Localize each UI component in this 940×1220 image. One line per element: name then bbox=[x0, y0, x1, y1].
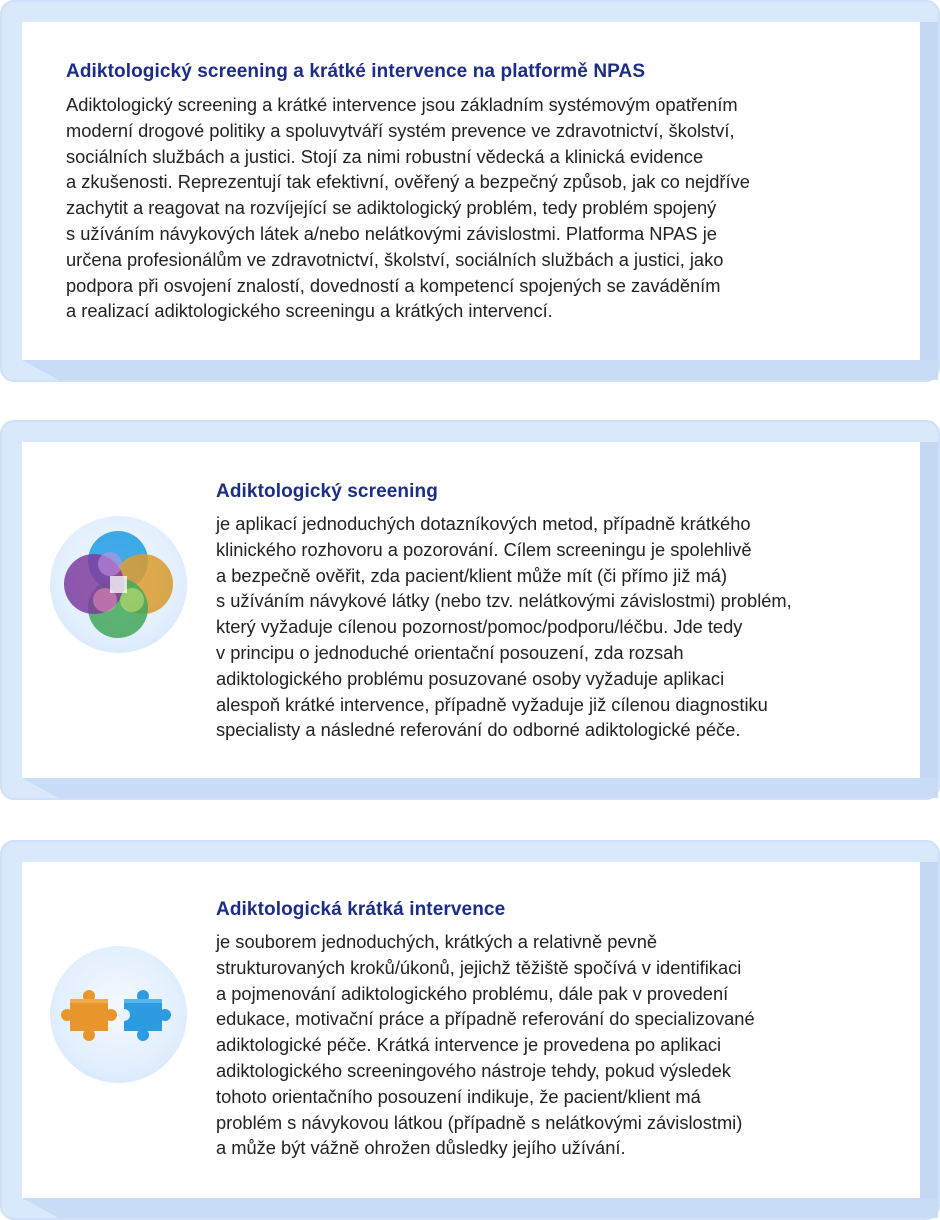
text-line: specialisty a následné referování do odborné adiktologické péče. bbox=[216, 719, 741, 741]
card-frame-shadow bbox=[22, 360, 938, 380]
text-line: problém s návykovou látkou (případně s nelátkovými závislostmi) bbox=[216, 1111, 743, 1133]
intervention-text bbox=[216, 929, 906, 1161]
text-line: je aplikací jednoduchých dotazníkových metod, případně krátkého bbox=[216, 513, 751, 534]
text-line: klinického rozhovoru a pozorování. Cílem screeningu je spolehlivě bbox=[216, 538, 752, 560]
text-line: edukace, motivační práce a případně referování do specializované bbox=[216, 1008, 755, 1030]
text-line: moderní drogové politiky a spoluvytváří systém prevence ve zdravotnictví, školství, bbox=[66, 119, 735, 141]
intervention-title: Adiktologická krátká intervence bbox=[216, 899, 506, 920]
text-line: adiktologické péče. Krátká intervence je provedena po aplikaci bbox=[216, 1034, 722, 1056]
screening-text bbox=[216, 511, 906, 743]
text-line: a zkušenosti. Reprezentují tak efektivní, ověřený a bezpečný způsob, jak co nejdříve bbox=[66, 171, 750, 193]
text-line: a může být vážně ohrožen důsledky jejího užívání. bbox=[216, 1137, 626, 1159]
text-line: v principu o jednoduché orientační posouzení, zda rozsah bbox=[216, 641, 684, 663]
text-line: adiktologického problému posuzované osoby vyžaduje aplikaci bbox=[216, 667, 725, 689]
text-line: adiktologického screeningového nástroje tehdy, pokud výsledek bbox=[216, 1059, 731, 1081]
intro-title: Adiktologický screening a krátké intervence na platformě NPAS bbox=[66, 61, 646, 82]
text-line: s užíváním návykových látek a/nebo nelátkovými závislostmi. Platforma NPAS je bbox=[66, 222, 717, 244]
overlapping-circles-graphic bbox=[50, 516, 187, 653]
card-frame-shadow bbox=[22, 778, 938, 798]
text-line: strukturovaných kroků/úkonů, jejichž těžiště spočívá v identifikaci bbox=[216, 956, 742, 978]
text-line: je souborem jednoduchých, krátkých a relativně pevně bbox=[216, 931, 658, 952]
card-frame-edge bbox=[920, 442, 938, 798]
card-frame-edge bbox=[920, 862, 938, 1218]
card-frame-shadow bbox=[22, 1198, 938, 1218]
text-line: určena profesionálům ve zdravotnictví, školství, sociálních službách a justici, jako bbox=[66, 248, 724, 270]
puzzle-pieces-icon bbox=[50, 946, 187, 1083]
text-line: který vyžaduje cílenou pozornost/pomoc/podporu/léčbu. Jde tedy bbox=[216, 616, 743, 638]
text-line: a realizací adiktologického screeningu a krátkých intervencí. bbox=[66, 300, 553, 322]
text-line: zachytit a reagovat na rozvíjející se adiktologický problém, tedy problém spojený bbox=[66, 197, 717, 219]
screening-title: Adiktologický screening bbox=[216, 481, 438, 502]
text-line: tohoto orientačního posouzení indikuje, že pacient/klient má bbox=[216, 1085, 701, 1107]
text-line: s užíváním návykové látky (nebo tzv. nelátkovými závislostmi) problém, bbox=[216, 590, 792, 612]
text-line: a pojmenování adiktologického problému, dále pak v provedení bbox=[216, 982, 729, 1004]
text-line: podpora při osvojení znalostí, dovedností a kompetencí spojených se zaváděním bbox=[66, 274, 721, 296]
text-line: sociálních službách a justici. Stojí za nimi robustní vědecká a klinická evidence bbox=[66, 145, 704, 167]
text-line: alespoň krátké intervence, případně vyžaduje již cílenou diagnostiku bbox=[216, 693, 768, 715]
intro-text bbox=[66, 92, 866, 324]
card-frame-edge bbox=[920, 22, 938, 380]
text-line: Adiktologický screening a krátké intervence jsou základním systémovým opatřením bbox=[66, 94, 738, 115]
text-line: a bezpečně ověřit, zda pacient/klient může mít (či přímo již má) bbox=[216, 564, 728, 586]
puzzle-pieces-graphic bbox=[50, 946, 187, 1083]
overlapping-circles-icon bbox=[50, 516, 187, 653]
